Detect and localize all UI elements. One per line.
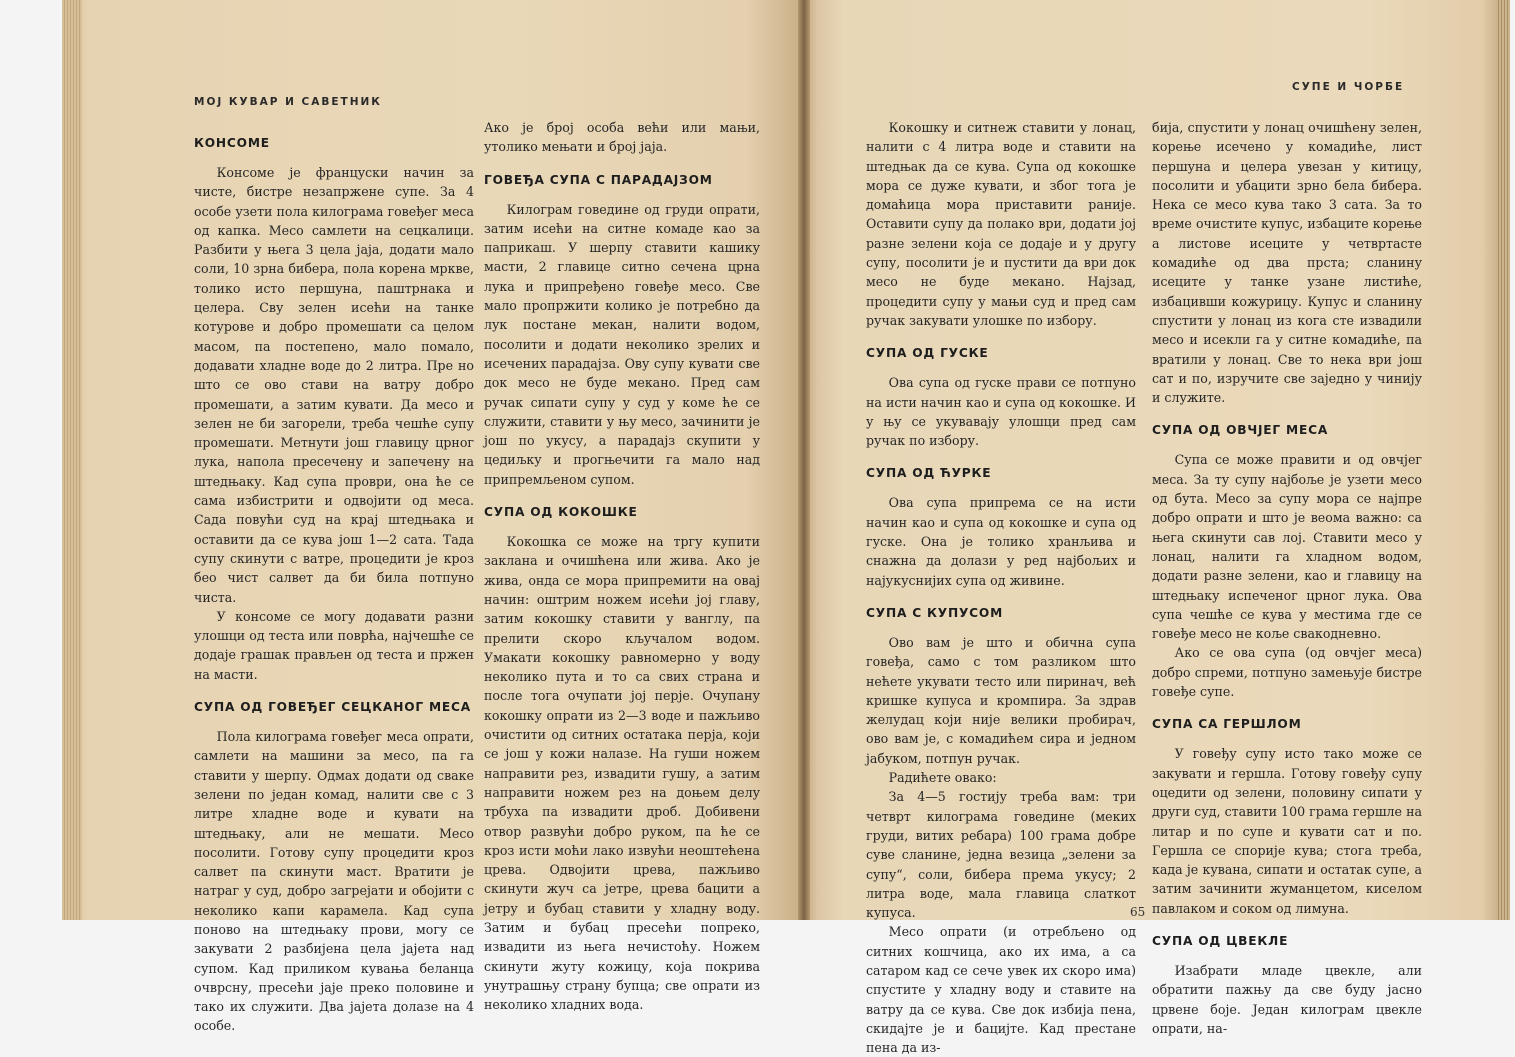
left-running-head: МОЈ КУВАР И САВЕТНИК	[194, 96, 382, 108]
paragraph: Радићете овако:	[888, 770, 997, 786]
paragraph: Ово вам је што и обична супа говеђа, само с том разликом што нећете укувати тесто или пиринач, већ кришке купуса и кромпира. За здрав желудац који није велики пробирач, ово вам је, с комадићем сира и једном јабуком, потпун ручак.	[866, 634, 1136, 766]
section-heading: СУПА ОД ЋУРКЕ	[866, 466, 992, 481]
paragraph: Кокошку и ситнеж ставити у лонац, налити с 4 литра воде и ставити на штедњак да се кува. Супа од кокошке мора се дуже кувати, и због тога је домаћица мора приставити раније. Оставити супу да полако ври, додати јој разне зелени која се додаје и у другу супу, посолити је и пустити да ври док месо не буде мекано. Најзад, процедити супу у мањи суд и пред сам ручак закувати улошке по избору.	[866, 120, 1136, 328]
left-page-edges	[62, 0, 82, 920]
paragraph: Изабрати младе цвекле, али обратити пажњу да све буду јасно црвене боје. Један килограм цвекле опрати, на-	[1152, 962, 1422, 1036]
left-page-column-2	[484, 118, 760, 1014]
paragraph: Супа се може правити и од овчјег меса. За ту супу најбоље је узети месо од бута. Месо за супу мора се најпре добро опрати и што је веома важно: са њега скинути сав лој. Ставити месо у лонац, налити га хладном водом, додати разне зелени, као и главицу на штедњаку испеченог црног лука. Ова супа чешће се кува у местима где се говеђе месо не коље свакодневно.	[1152, 452, 1422, 642]
paragraph: Килограм говедине од груди опрати, затим исећи на ситне комаде као за паприкаш. У шерпу ставити кашику масти, 2 главице ситно сечена црна лука и припређено говеђе месо. Све мало пропржити колико је потребно да лук постане мекан, налити водом, посолити и додати неколико зрелих и исечених парадајза. Ову супу кувати све док месо не буде мекано. Пред сам ручак сипати супу у суд у коме ће се служити, ставити у њу месо, зачинити је још по укусу, а парадајз скупити у цедиљку и прогњечити га мало над припремљеном супом.	[484, 201, 760, 487]
paragraph: За 4—5 гостију треба вам: три четврт килограма говедине (меких груди, витих ребара) 100 грама добре суве сланине, једна везица „зелени за супу“, соли, бибера према укусу; 2 литра воде, мала главица слаткот купуса.	[866, 789, 1136, 921]
section-heading: СУПА СА ГЕРШЛОМ	[1152, 717, 1302, 732]
section-heading: СУПА ОД ГУСКЕ	[866, 346, 989, 361]
paragraph: Ако се ова супа (од овчјег меса) добро спреми, потпуно замењује бистре говеђе супе.	[1152, 645, 1422, 700]
paragraph: Месо опрати (и отребљено од ситних кошчица, ако их има, а са сатаром кад се сече увек их скоро има) спустите у хладну воду и ставите на ватру да се кува. Све док избија пена, скидајте је и бацијте. Кад престане пена да из-	[866, 924, 1136, 1056]
section-heading: СУПА ОД ГОВЕЂЕГ СЕЦКАНОГ МЕСА	[194, 700, 472, 715]
page-number: 65	[1130, 905, 1146, 919]
paragraph: Ова супа припрема се на исти начин као и супа од кокошке и супа од гуске. Она је толико хранљива и снажна да долази у ред најбољих и најукуснијих супа од живине.	[866, 495, 1136, 588]
section-heading: СУПА ОД ОВЧЈЕГ МЕСА	[1152, 423, 1329, 438]
section-heading: КОНСОМЕ	[194, 136, 270, 150]
section-heading: ГОВЕЂА СУПА С ПАРАДАЈЗОМ	[484, 172, 713, 187]
book-spine	[798, 0, 810, 920]
right-running-head: СУПЕ И ЧОРБЕ	[1292, 81, 1405, 93]
section-heading: СУПА ОД ЦВЕКЛЕ	[1152, 933, 1289, 948]
right-page-column-2	[1152, 118, 1422, 1038]
paragraph: бија, спустити у лонац очишћену зелен, корење исечено у комадиће, лист першуна и целера увезан у китицу, посолити и убацити зрно бела бибера. Нека се месо кува тако 3 сата. За то време очистите купус, избаците корење а листове исеците у четвртасте комадиће од два прста; сланину исеците у танке узане листиће, избацивши кожурицу. Купус и сланину спустити у лонац из кога сте извадили месо и исекли га у ситне комадиће, па вратили у лонац. Све то нека ври још сат и по, изручите све заједно у чинију и служите.	[1152, 120, 1422, 406]
section-heading: СУПА ОД КОКОШКЕ	[484, 505, 638, 520]
paragraph: Ако је број особа већи или мањи, утолико мењати и број јаја.	[484, 120, 760, 155]
left-page-column-1	[194, 134, 474, 1036]
paragraph: Пола килограма говеђег меса опрати, самлети на машини за месо, па га ставити у шерпу. Одмах додати од сваке зелени по један комад, налити све с 3 литре хладне воде и кувати на штедњаку, али не мешати. Месо посолити. Готову супу процедити кроз салвет па скинути маст. Вратити је натраг у суд, добро загрејати и обојити с неколико капи карамела. Кад супа поново на штедњаку прови, могу се закувати 2 разбијена цела јајета над супом. Кад приликом кувања беланца очврсну, пресећи јаје преко половине и тако их служити. Два јајета долазе на 4 особе.	[194, 729, 474, 1034]
paragraph: У консоме се могу додавати разни улошци од теста или поврћа, најчешће се додаје грашак прављен од теста и пржен на масти.	[194, 608, 474, 682]
paragraph: Кокошка се може на тргу купити заклана и очишћена или жива. Ако је жива, онда се мора припремити на овај начин: оштрим ножем исећи јој главу, затим кокошку ставити у ванглу, па прелити скоро кључалом водом. Умакати кокошку равномерно у воду неколико пута и то са свих страна и после тога очупати јој перје. Очупану кокошку опрати из 2—3 воде и пажљиво очистити од ситних остатака перја, који се још у кожи налазе. На гуши ножем направити рез, извадити гушу, а затим направити ножем рез на доњем делу трбуха па извадити дроб. Добивени отвор развући добро руком, па ће се кроз исти моћи лако извући неоштећена црева. Одвојити црева, пажљиво скинути жуч са јетре, црева бацити а јетру и бубац ставити у хладну воду. Затим и бубац пресећи попреко, извадити из њега нечистоћу. Ножем скинути жуту кожицу, која покрива унутрашњу страну бупца; све опрати из неколико хладних вода.	[484, 534, 760, 1013]
right-page-edges	[1496, 0, 1510, 920]
paragraph: У говеђу супу исто тако може се закувати и гершла. Готову говеђу супу оцедити од зелени, половину сипати у други суд, ставити 100 грама гершле на литар и по супе и кувати сат и по. Гершла се спорије кува; стога треба, када је кувана, сипати и остатак супе, а затим зачинити жуманцетом, киселом павлаком и соком од лимуна.	[1152, 746, 1422, 916]
paragraph: Ова супа од гуске прави се потпуно на исти начин као и супа од кокошке. И у њу се укувавају улошци пред сам ручак по избору.	[866, 375, 1136, 449]
paragraph: Консоме је француски начин за чисте, бистре незапржене супе. За 4 особе узети пола килограма говеђег меса од капка. Месо самлети на сецкалици. Разбити у њега 3 цела јаја, додати мало соли, 10 зрна бибера, пола корена мркве, толико исто першуна, паштрнака и целера. Сву зелен исећи на танке котурове и добро промешати са целом масом, па постепено, мало помало, додавати хладне воде до 2 литра. Пре но што се ово стави на ватру добро промешати, а затим кувати. Да месо и зелен не би загорели, треба чешће супу промешати. Метнути још главицу црног лука, напола пресечену и запечену на штедњаку. Кад супа проври, она ће се сама избистрити и одвојити од меса. Сада повући суд на крај штедњака и оставити да се кува још 1—2 сата. Тада супу скинути с ватре, процедити је кроз бео чист салвет да би била потпуно чиста.	[194, 165, 474, 605]
right-page-column-1	[866, 118, 1136, 1057]
section-heading: СУПА С КУПУСОМ	[866, 605, 1003, 620]
